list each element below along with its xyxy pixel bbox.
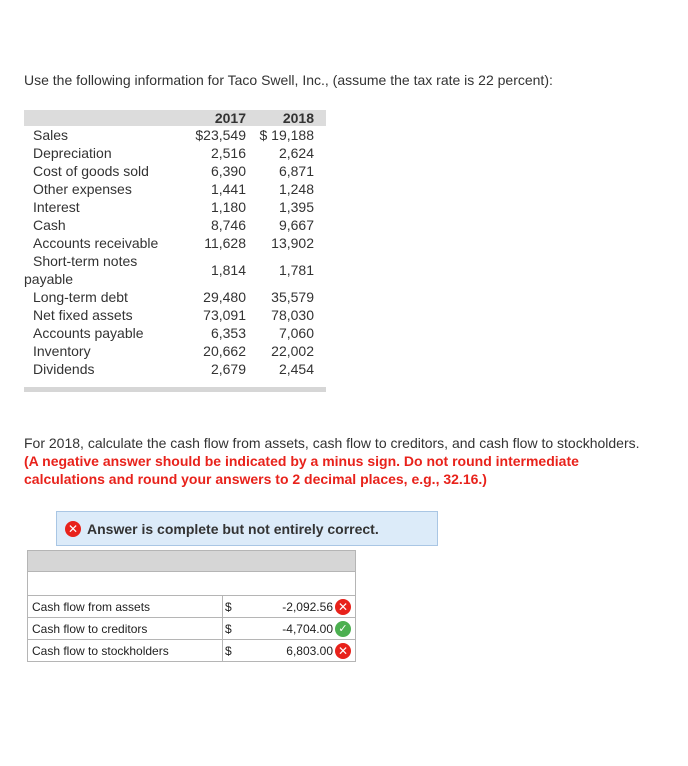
row-label: Net fixed assets [33,307,133,323]
question-body: For 2018, calculate the cash flow from assets, cash flow to creditors, and cash flow to stockholders. [24,435,640,451]
table-row [24,342,326,360]
banner-text: Answer is complete but not entirely correct. [87,520,379,537]
table-row [24,126,326,144]
row-label: Accounts payable [33,325,144,341]
value-2017: 6,390 [210,163,246,179]
header-blank [24,110,184,126]
row-label: Long-term debt [33,289,128,305]
table-row [24,162,326,180]
currency-symbol: $ [223,618,240,640]
value-2017: 2,679 [210,361,246,377]
table-row [24,144,326,162]
question-instruction: (A negative answer should be indicated by a minus sign. Do not round intermediate calculations and round your answers to 2 decimal places, e.g., 32.16.) [24,453,579,487]
value-2018: 78,030 [271,307,314,323]
value-2018: 1,781 [278,262,314,278]
table-row [24,234,326,252]
row-label: Sales [33,127,69,143]
answer-label: Cash flow to creditors [28,618,223,640]
table-row [24,252,326,288]
value-2018: 6,871 [278,163,314,179]
answer-table-header [27,550,356,572]
x-circle-icon: ✕ [335,643,351,659]
value-2018: 9,667 [278,217,314,233]
answer-table [27,595,356,662]
row-label: Other expenses [33,181,132,197]
table-row [24,306,326,324]
table-row [24,198,326,216]
value-2018: 1,395 [278,199,314,215]
value-2017: 2,516 [210,145,246,161]
currency-symbol: $ [223,596,240,618]
value-2017: 29,480 [203,289,246,305]
row-label-line2: payable [24,271,74,287]
value-2017: 20,662 [203,343,246,359]
table-footer-bar [24,387,326,392]
financial-data-table [24,110,326,378]
answer-row-cash-flow-to-creditors [28,618,356,640]
row-label [24,252,184,288]
value-2017: 1,180 [210,199,246,215]
value-2018: 35,579 [271,289,314,305]
table-row [24,180,326,198]
row-label: Depreciation [33,145,112,161]
value-2017: 73,091 [203,307,246,323]
table-row [24,360,326,378]
answer-row-cash-flow-to-stockholders [28,640,356,662]
x-circle-icon: ✕ [335,599,351,615]
value-2017: 1,441 [210,181,246,197]
row-label: Accounts receivable [33,235,159,251]
intro-text: Use the following information for Taco Swell, Inc., (assume the tax rate is 22 percent): [24,72,553,88]
value-2018: 13,902 [271,235,314,251]
answer-table-container [27,550,356,662]
value-2017: 1,814 [210,262,246,278]
table-row [24,216,326,234]
answer-row-cash-flow-from-assets [28,596,356,618]
row-label-line1: Short-term notes [33,253,138,269]
answer-label: Cash flow from assets [28,596,223,618]
value-2017: 8,746 [210,217,246,233]
answer-value-cell[interactable] [239,640,356,662]
value-2018: 22,002 [271,343,314,359]
answer-value: -4,704.00 [282,621,333,636]
row-label: Dividends [33,361,95,377]
value-2018: 7,060 [278,325,314,341]
answer-value-cell[interactable] [239,618,356,640]
row-label: Cost of goods sold [33,163,149,179]
answer-table-spacer [27,572,356,595]
value-2017: 6,353 [210,325,246,341]
value-2017: $23,549 [195,127,246,143]
currency-symbol: $ [223,640,240,662]
answer-label: Cash flow to stockholders [28,640,223,662]
answer-status-banner [56,511,438,546]
x-circle-icon: ✕ [65,521,81,537]
answer-value-cell[interactable] [239,596,356,618]
row-label: Interest [33,199,80,215]
value-2018: $ 19,188 [259,127,314,143]
value-2018: 2,454 [278,361,314,377]
answer-value: 6,803.00 [286,643,333,658]
value-2017: 11,628 [204,235,246,251]
table-row [24,324,326,342]
header-2017: 2017 [184,110,252,126]
answer-value: -2,092.56 [282,599,333,614]
value-2018: 2,624 [278,145,314,161]
header-2018: 2018 [252,110,326,126]
row-label: Cash [33,217,66,233]
value-2018: 1,248 [278,181,314,197]
question-text [24,434,654,488]
check-circle-icon: ✓ [335,621,351,637]
table-header-row [24,110,326,126]
row-label: Inventory [33,343,91,359]
table-row [24,288,326,306]
